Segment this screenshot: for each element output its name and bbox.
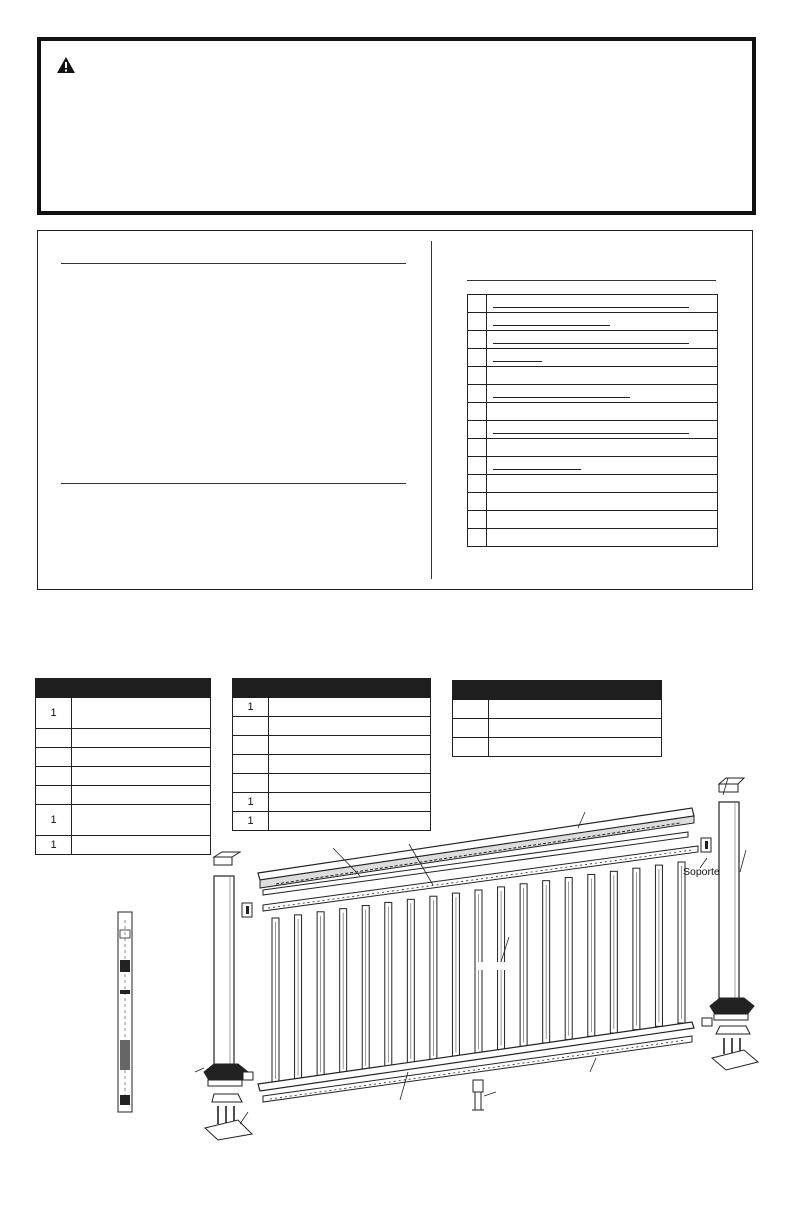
qty-cell: 1 — [36, 805, 72, 836]
bracket-bottom-left — [243, 1072, 253, 1080]
bracket-top-right — [700, 838, 711, 868]
right-post — [710, 778, 758, 1070]
qty-cell: 1 — [36, 836, 72, 855]
qty-cell: 1 — [36, 698, 72, 729]
bracket-top-left — [242, 903, 252, 917]
qty-cell: 1 — [233, 812, 269, 831]
left-post — [195, 852, 252, 1140]
qty-cell: 1 — [233, 793, 269, 812]
qty-cell: 1 — [233, 698, 269, 717]
post-sleeve-flat — [118, 912, 132, 1112]
rail-support-block — [472, 1080, 496, 1110]
bracket-bottom-right — [702, 1018, 712, 1026]
bracket-label: Soporte — [683, 866, 720, 878]
